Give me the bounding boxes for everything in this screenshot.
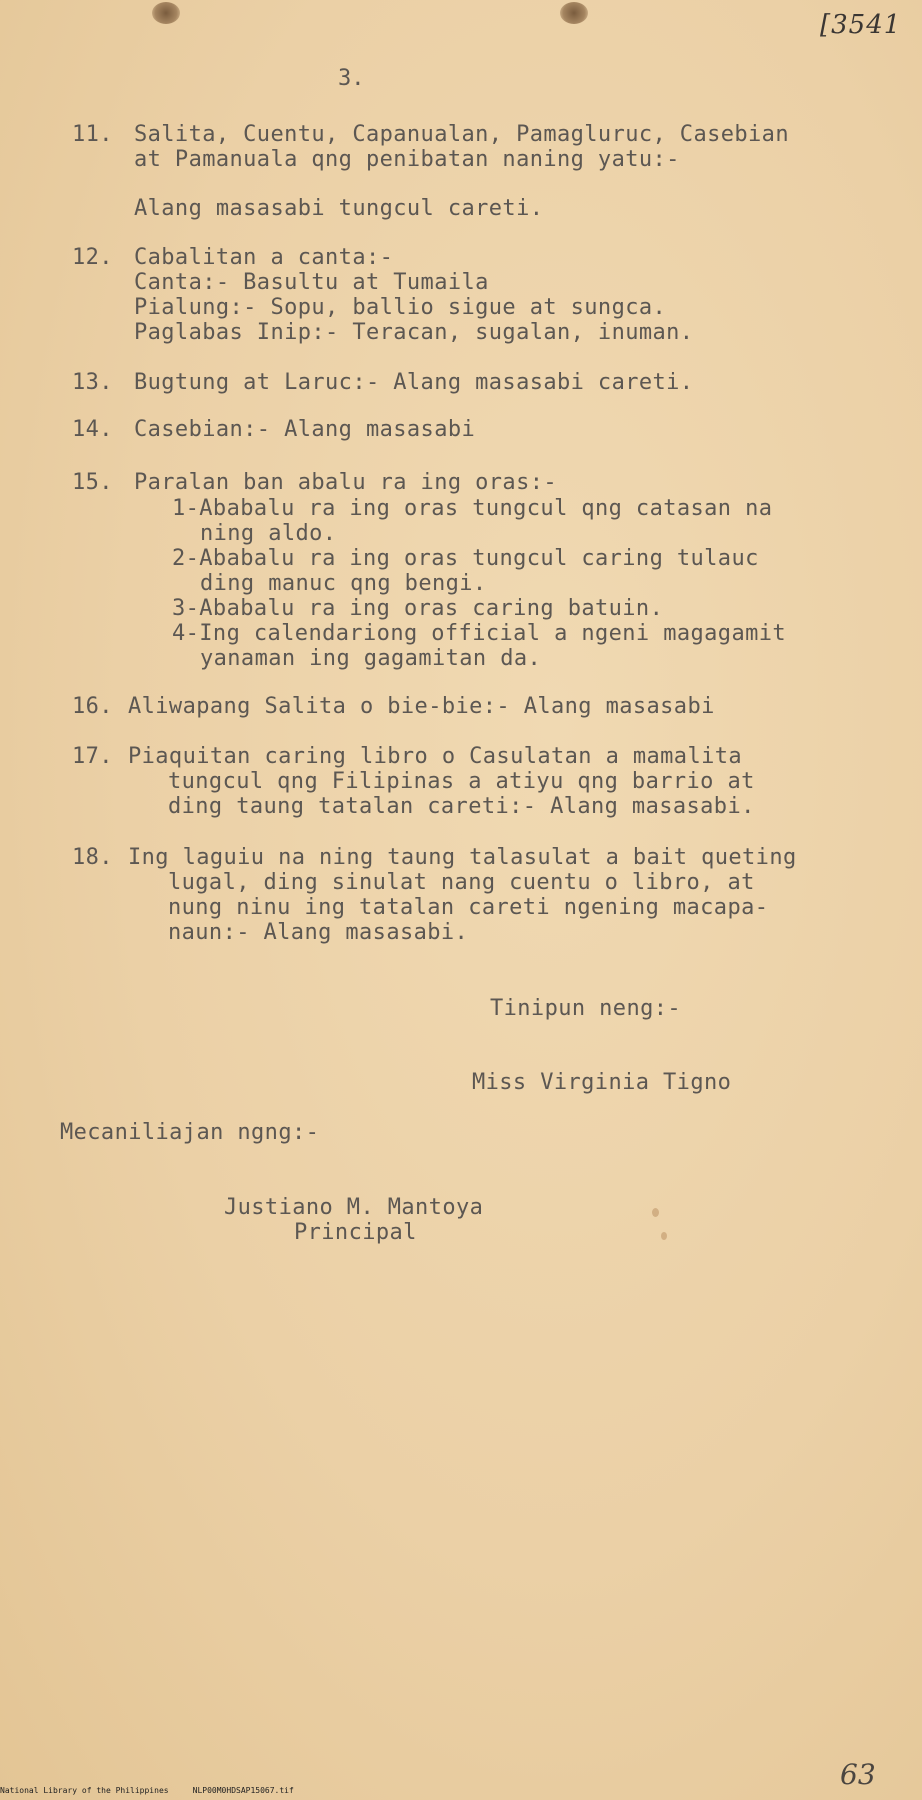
item-number: 11. [72,122,113,147]
archive-footer: National Library of the Philippines NLP00M0HDSAP15067.tif [0,1786,294,1795]
principal-title: Principal [294,1220,417,1245]
item-line: ding manuc qng bengi. [200,571,487,596]
item-line: Canta:- Basultu at Tumaila [134,270,489,295]
folio-number: 63 [840,1758,876,1791]
item-line: tungcul qng Filipinas a atiyu qng barrio at [168,769,755,794]
item-line: 4-Ing calendariong official a ngeni magagamit [172,621,787,646]
item-line: Aliwapang Salita o bie-bie:- Alang masasabi [128,694,715,719]
item-line: 3-Ababalu ra ing oras caring batuin. [172,596,664,621]
item-line: lugal, ding sinulat nang cuentu o libro, at [168,870,755,895]
stain-mark [652,1208,659,1217]
item-number: 14. [72,417,113,442]
item-number: 18. [72,845,113,870]
item-number: 12. [72,245,113,270]
item-number: 16. [72,694,113,719]
punch-hole [152,2,180,24]
punch-hole [560,2,588,24]
item-line: Salita, Cuentu, Capanualan, Pamagluruc, Casebian [134,122,789,147]
item-line: Paglabas Inip:- Teracan, sugalan, inuman. [134,320,694,345]
stain-mark [661,1232,667,1240]
item-line: Paralan ban abalu ra ing oras:- [134,470,557,495]
item-line: naun:- Alang masasabi. [168,920,469,945]
compiler-name: Miss Virginia Tigno [472,1070,732,1095]
compiled-by-label: Tinipun neng:- [490,996,682,1021]
item-line: Casebian:- Alang masasabi [134,417,476,442]
noted-by-label: Mecaniliajan ngng:- [60,1120,320,1145]
item-line: ning aldo. [200,521,337,546]
item-line: ding taung tatalan careti:- Alang masasabi. [168,794,755,819]
item-line: yanaman ing gagamitan da. [200,646,542,671]
item-number: 13. [72,370,113,395]
item-line: at Pamanuala qng penibatan naning yatu:- [134,147,680,172]
reference-number: [3541 [820,10,902,40]
item-line: Ing laguiu na ning taung talasulat a bait queting [128,845,797,870]
item-line: Piaquitan caring libro o Casulatan a mamalita [128,744,743,769]
item-line: 2-Ababalu ra ing oras tungcul caring tulauc [172,546,759,571]
page-number: 3. [338,66,365,91]
item-line: 1-Ababalu ra ing oras tungcul qng catasan na [172,496,773,521]
principal-name: Justiano M. Mantoya [224,1195,484,1220]
item-number: 17. [72,744,113,769]
item-line: Pialung:- Sopu, ballio sigue at sungca. [134,295,667,320]
item-line: Bugtung at Laruc:- Alang masasabi careti. [134,370,694,395]
item-line: nung ninu ing tatalan careti ngening macapa- [168,895,769,920]
item-line: Cabalitan a canta:- [134,245,394,270]
item-note: Alang masasabi tungcul careti. [134,196,544,221]
item-number: 15. [72,470,113,495]
